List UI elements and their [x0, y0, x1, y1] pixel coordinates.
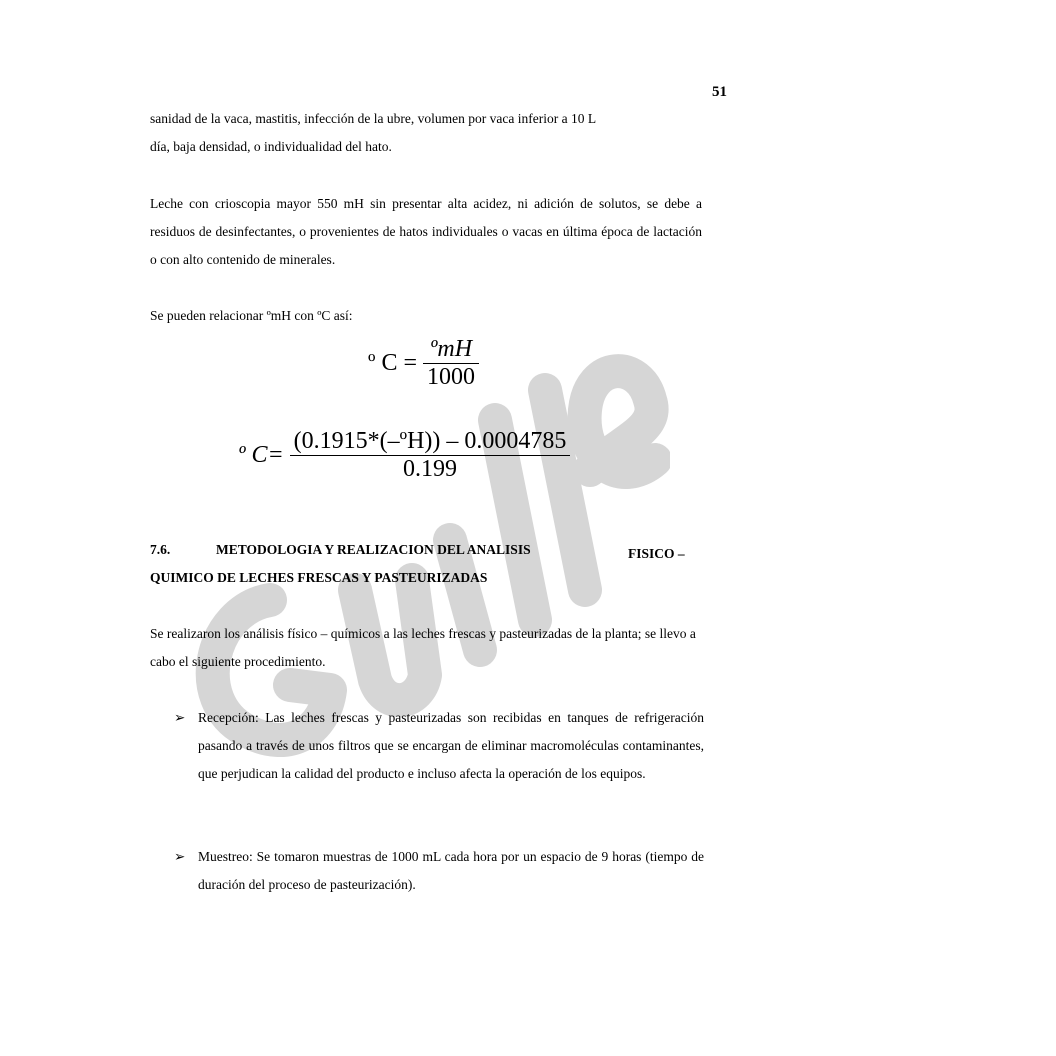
section-number: 7.6.	[150, 542, 171, 557]
section-title-line-2: QUIMICO DE LECHES FRESCAS Y PASTEURIZADAS	[150, 570, 488, 585]
equation-1	[368, 336, 479, 391]
equation-1-denominator: 1000	[426, 364, 475, 390]
bullet-text: Recepción: Las leches frescas y pasteurizadas son recibidas en tanques de refrigeración pasando a través de unos filtros que se encargan de eliminar macromoléculas contaminantes, que perjudican la calidad del producto e incluso afecta la operación de los equipos.	[198, 710, 704, 781]
section-title-line-1: METODOLOGIA Y REALIZACION DEL ANALISIS	[216, 542, 531, 557]
equation-1-lhs: º C =	[368, 350, 417, 376]
paragraph-1-line-2: día, baja densidad, o individualidad del hato.	[150, 139, 392, 154]
paragraph-3: Se pueden relacionar ºmH con ºC así:	[150, 308, 353, 323]
page-number: 51	[712, 84, 727, 100]
equation-2-lhs: º C=	[238, 442, 284, 468]
arrow-bullet-icon: ➢	[174, 710, 186, 725]
arrow-bullet-icon: ➢	[174, 849, 186, 864]
equation-1-fraction	[423, 336, 479, 391]
equation-2-numerator: (0.1915*(–ºH)) – 0.0004785	[290, 428, 571, 456]
paragraph-4: Se realizaron los análisis físico – químicos a las leches frescas y pasteurizadas de la planta; se llevo a cabo el siguiente procedimiento.	[150, 626, 696, 669]
equation-2-fraction	[290, 428, 571, 483]
equation-2	[238, 428, 570, 483]
paragraph-1	[150, 105, 702, 161]
equation-1-numerator: ºmH	[423, 336, 479, 364]
paragraph-1-line-1: sanidad de la vaca, mastitis, infección de la ubre, volumen por vaca inferior a 10 L	[150, 111, 597, 126]
section-title-tail: FISICO –	[628, 546, 685, 561]
bullet-text: Muestreo: Se tomaron muestras de 1000 mL cada hora por un espacio de 9 horas (tiempo de duración del proceso de pasteurización).	[198, 849, 704, 892]
paragraph-2: Leche con crioscopia mayor 550 mH sin presentar alta acidez, ni adición de solutos, se debe a residuos de desinfectantes, o provenientes de hatos individuales o vacas en última época de lactación o con alto contenido de minerales.	[150, 196, 702, 267]
bullet-item-muestreo	[174, 843, 704, 899]
bullet-item-recepcion	[174, 704, 704, 788]
equation-2-denominator: 0.199	[403, 456, 458, 482]
